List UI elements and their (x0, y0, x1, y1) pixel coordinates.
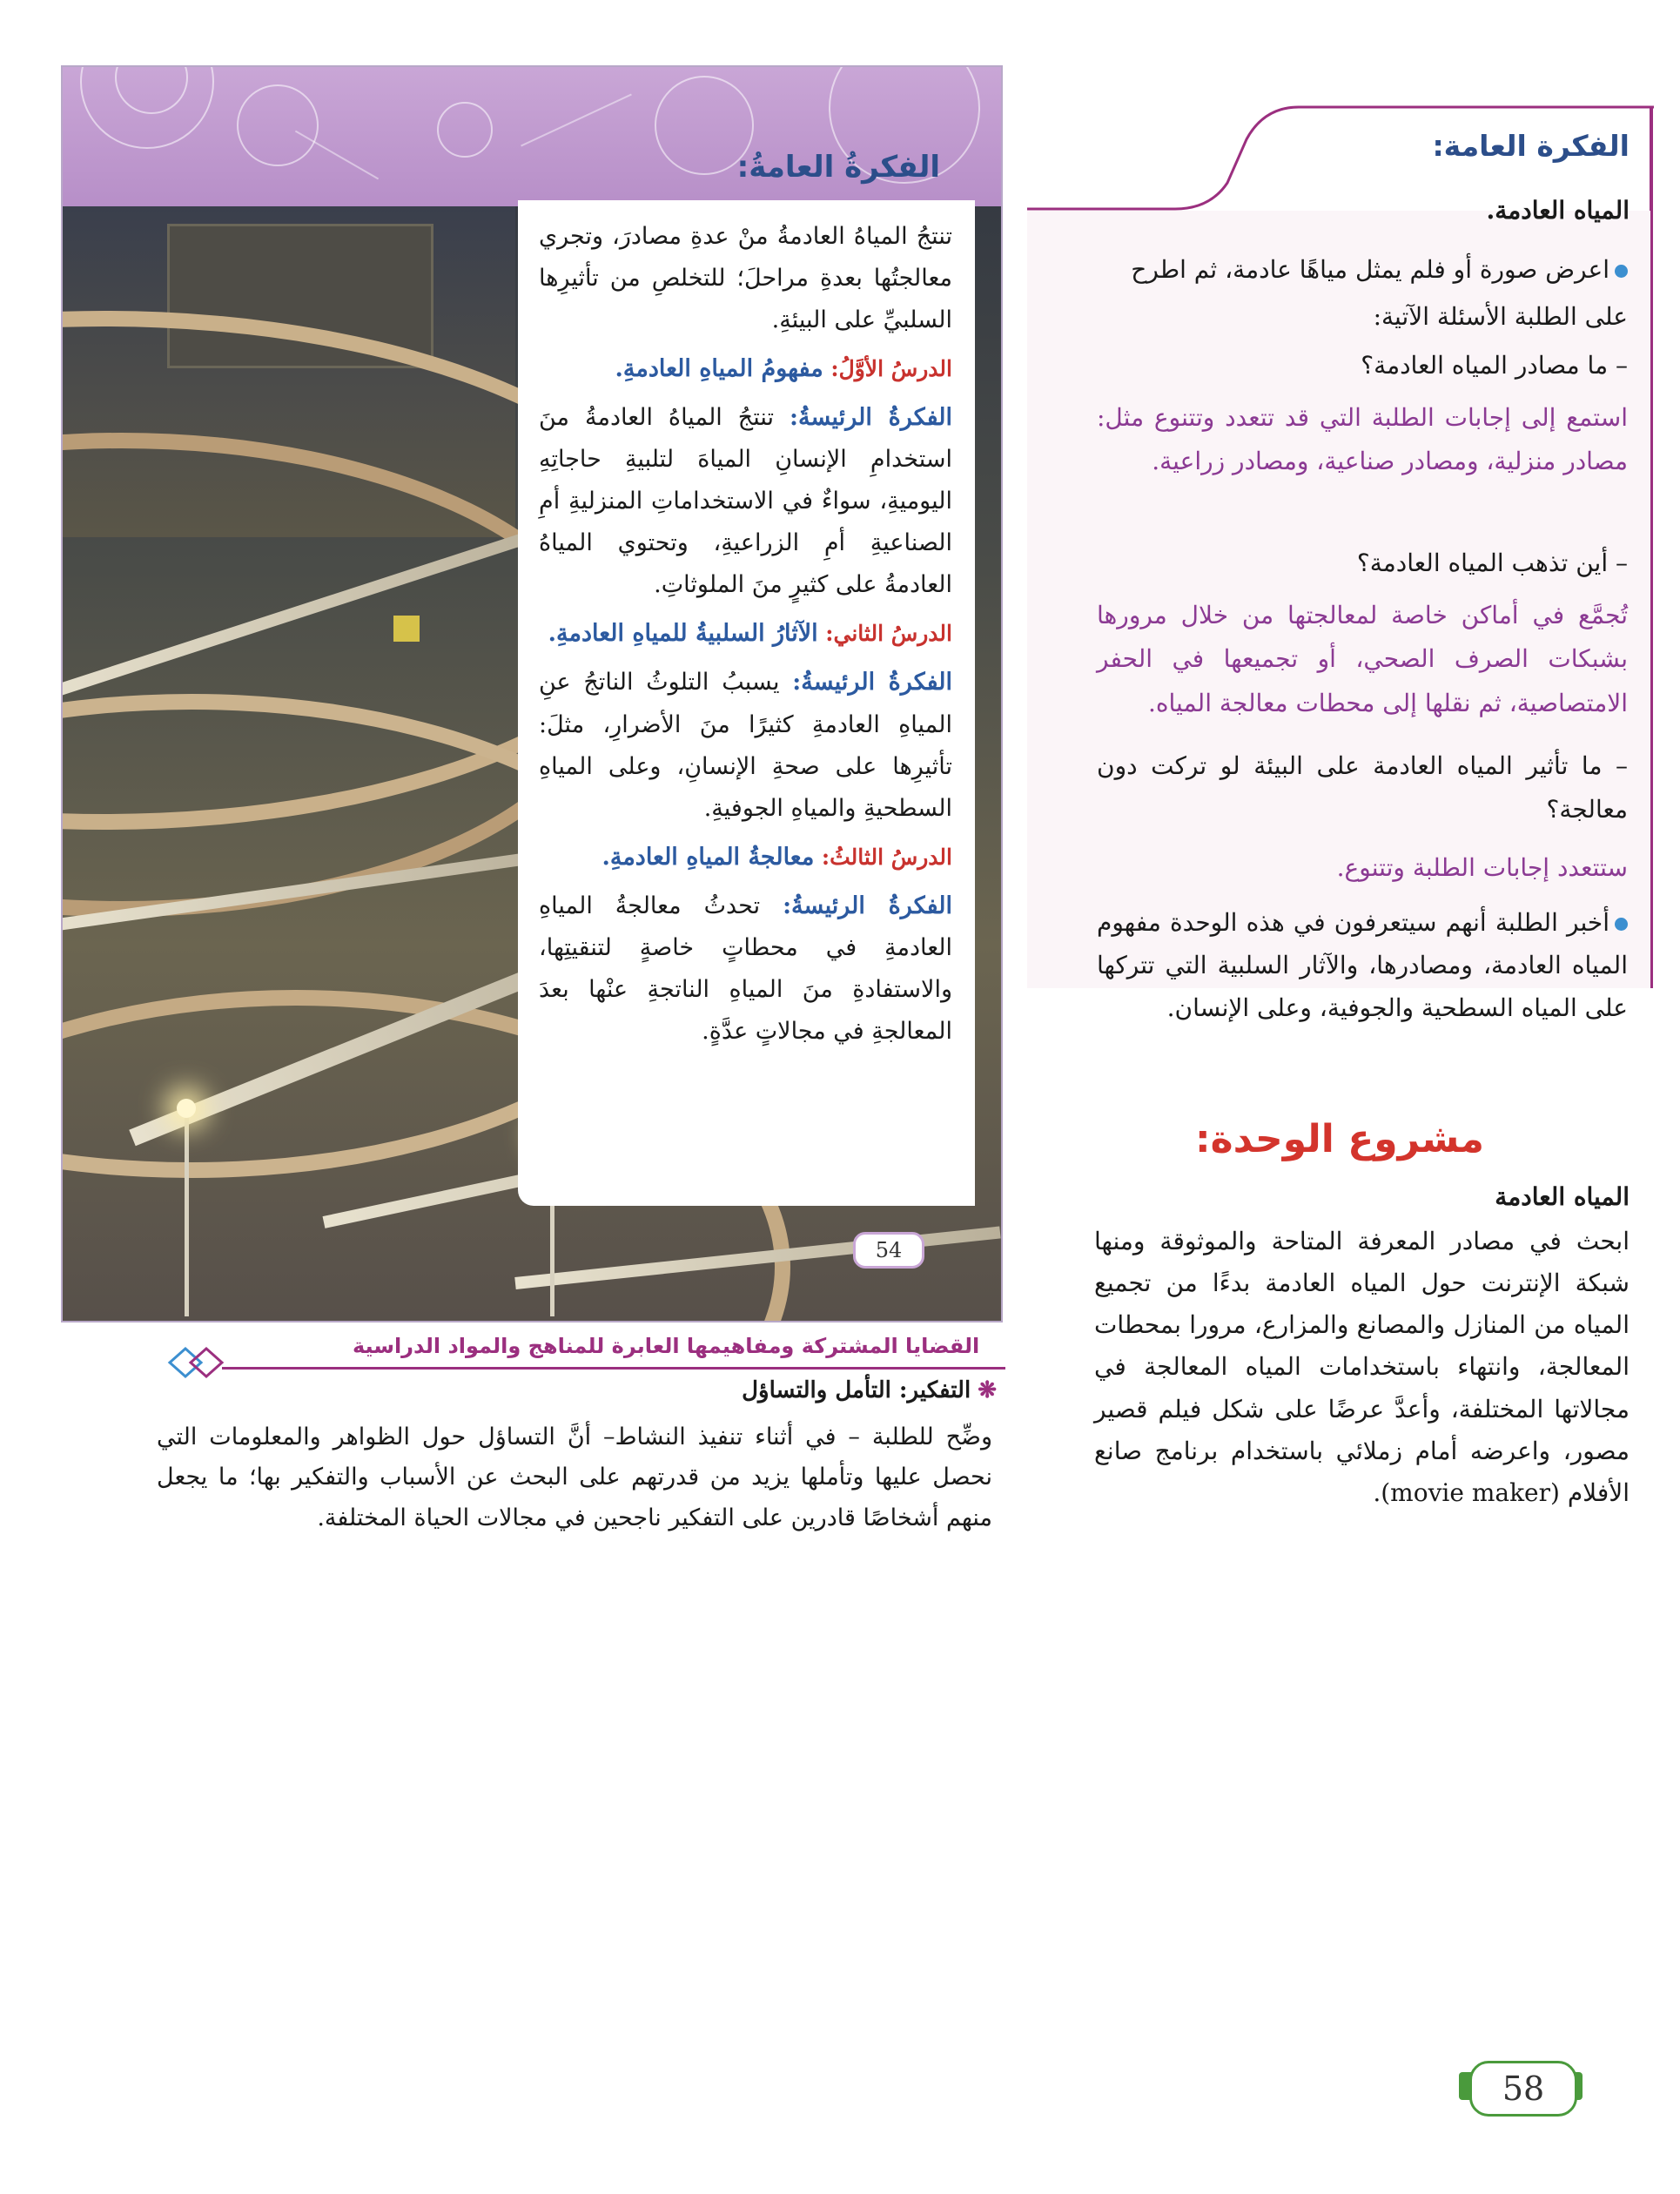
thinking-title: التفكير: التأمل والتساؤل (742, 1377, 971, 1403)
lesson3-key-label: الفكرةُ الرئيسةُ: (783, 892, 952, 919)
volcano-icon (295, 131, 379, 180)
cross-curricular-heading: القضايا المشتركة ومفاهيمها العابرة للمناهج والمواد الدراسية (353, 1334, 980, 1358)
book-banner (63, 67, 1001, 206)
project-text: ابحث في مصادر المعرفة المتاحة والموثوقة ومنها شبكة الإنترنت حول المياه العادمة بدءًا من تجميع المياه من المنازل والمصانع والمزارع، مرورا بمحطات المعالجة، وانتهاء باستخدامات المياه المعالجة في مجالاتها المختلفة، وأعدَّ عرضًا على شكل فيلم قصير مصور، واعرضه أمام زملائي باستخدام برنامج صانع الأفلام (movie maker). (1094, 1227, 1630, 1507)
book-summary-box (518, 200, 975, 1206)
cross-curricular-rule (222, 1367, 1005, 1370)
book-intro: تنتجُ المياهُ العادمةُ منْ عدةِ مصادرَ، وتجري معالجتُها بعدةِ مراحلَ؛ للتخلصِ من تأثيرِها السلبيِّ على البيئةِ. (539, 223, 952, 334)
lesson1-heading (539, 348, 952, 390)
project-subtitle: المياه العادمة (1495, 1182, 1630, 1211)
lesson2-label: الدرسُ الثاني: (825, 621, 952, 647)
question-1: – ما مصادر المياه العادمة؟ (1361, 351, 1628, 380)
lesson2-heading (539, 613, 952, 655)
bullet1-line1 (1097, 251, 1628, 290)
bullet2 (1097, 901, 1628, 1029)
lesson1-title: مفهومُ المياهِ العادمةِ. (615, 355, 823, 383)
lesson3-heading (539, 837, 952, 878)
lesson3-title: معالجةُ المياهِ العادمةِ. (601, 843, 815, 871)
bullet1-text: اعرض صورة أو فلم يمثل مياهًا عادمة، ثم اطرح (1131, 255, 1609, 284)
lesson3-label: الدرسُ الثالثُ: (821, 844, 952, 870)
lesson1-body (539, 397, 952, 606)
thinking-heading (742, 1377, 997, 1403)
book-page-number: 54 (853, 1232, 924, 1269)
lesson1-key-label: الفكرةُ الرئيسةُ: (790, 404, 952, 432)
bullet-icon (1615, 265, 1628, 278)
bullet-icon (1615, 918, 1628, 931)
thinking-text: وضِّح للطلبة – في أثناء تنفيذ النشاط– أنَّ التساؤل حول الظواهر والمعلومات التي نحصل عليها وتأملها يزيد من قدرتهم على البحث عن الأسباب والتفكير بها؛ ما يجعل منهم أشخاصًا قادرين على التفكير ناجحين في مجالات الحياة المختلفة. (157, 1423, 992, 1531)
star-icon: ❋ (978, 1377, 997, 1403)
lesson2-title: الآثارُ السلبيةُ للمياهِ العادمةِ. (548, 620, 818, 648)
answer-1: استمع إلى إجابات الطلبة التي قد تتعدد وتتنوع مثل: مصادر منزلية، ومصادر صناعية، ومصادر زراعية. (1097, 403, 1628, 476)
lesson2-key-label: الفكرةُ الرئيسةُ: (792, 669, 952, 697)
sun-icon (237, 84, 319, 166)
lesson2-text: يسببُ التلوثُ الناتجُ عنِ المياهِ العادمةِ كثيرًا منَ الأضرارِ، مثلَ: تأثيرِها على صحةِ الإنسانِ، وعلى المياهِ السطحيةِ والمياهِ الجوفيةِ. (539, 669, 952, 822)
bullet1-line2: على الطلبة الأسئلة الآتية: (1373, 302, 1628, 331)
lesson3-body (539, 885, 952, 1053)
answer-2: تُجمَّع في أماكن خاصة لمعالجتها من خلال مرورها بشبكات الصرف الصحي، أو تجميعها في الحفر الامتصاصية، ثم نقلها إلى محطات معالجة المياه. (1097, 601, 1628, 717)
bullet2-text: أخبر الطلبة أنهم سيتعرفون في هذه الوحدة مفهوم المياه العادمة، ومصادرها، والآثار السلبية التي تتركها على المياه السطحية والجوفية، وعلى الإنسان. (1097, 908, 1628, 1022)
telescope-icon (521, 94, 632, 147)
question-3: – ما تأثير المياه العادمة على البيئة لو تركت دون معالجة؟ (1097, 751, 1628, 824)
lesson2-body (539, 662, 952, 829)
lesson1-label: الدرسُ الأوَّلُ: (830, 356, 952, 382)
student-book-page (61, 65, 1003, 1322)
globe-icon (437, 102, 493, 158)
general-idea-subtitle: المياه العادمة. (1486, 196, 1630, 225)
page-number: 58 (1469, 2061, 1577, 2117)
lesson1-text: تنتجُ المياهُ العادمةُ منَ استخدامِ الإنسانِ المياهَ لتلبيةِ حاجاتِهِ اليوميةِ، سواءٌ في الاستخداماتِ المنزليةِ أمِ الصناعيةِ أمِ الزراعيةِ، وتحتوي المياهُ العادمةُ على كثيرٍ منَ الملوثاتِ. (539, 404, 952, 599)
question-2: – أين تذهب المياه العادمة؟ (1356, 548, 1628, 577)
diamonds-icon (152, 1345, 231, 1380)
book-general-idea-title: الفكرةُ العامةُ: (736, 150, 940, 185)
project-title: مشروع الوحدة: (1195, 1117, 1484, 1161)
general-idea-title: الفكرة العامة: (1432, 129, 1630, 163)
lesson3-text: تحدثُ معالجةُ المياهِ العادمةِ في محطاتٍ خاصةٍ لتنقيتِها، والاستفادةِ منَ المياهِ الناتجةِ عنْها بعدَ المعالجةِ في مجالاتٍ عدَّةٍ. (539, 892, 952, 1045)
answer-3: ستتعدد إجابات الطلبة وتتنوع. (1336, 853, 1628, 882)
